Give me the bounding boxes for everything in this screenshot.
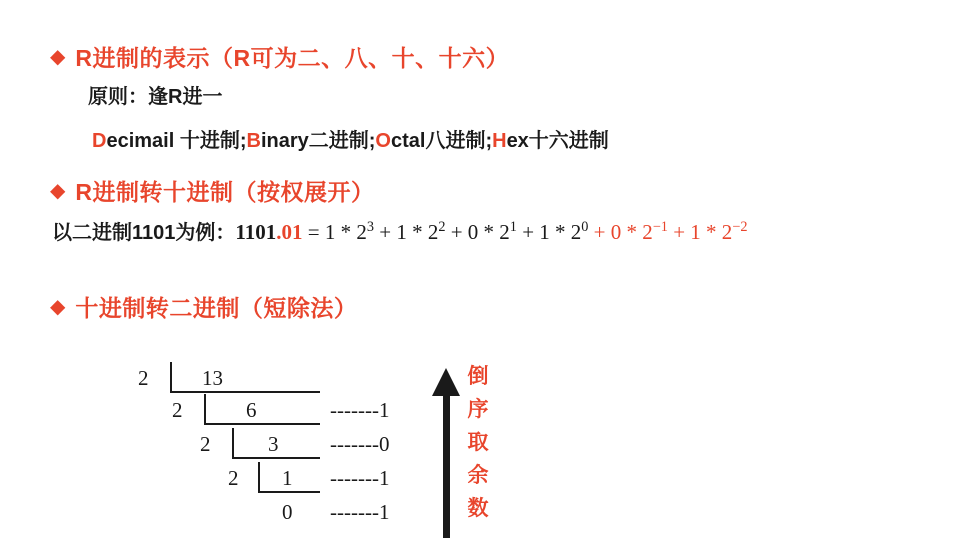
formula-term-5: $0 * 2^{-1}$: [610, 219, 668, 244]
formula-lhs-int: 1101: [235, 220, 277, 244]
bases-d: D: [92, 130, 107, 152]
formula-op-2: +: [450, 220, 463, 244]
expansion-formula-line: [52, 216, 747, 245]
bases-decimal: ecimail 十进制;: [106, 130, 247, 152]
division-divisor-4: 2: [228, 466, 239, 490]
diamond-bullet-icon: ◆: [50, 45, 66, 68]
bases-octal: ctal八进制;: [390, 130, 493, 152]
division-dividend-2: 6: [246, 398, 257, 422]
division-dividend-5: 0: [282, 500, 293, 524]
division-bracket-vline-4: [258, 462, 260, 492]
formula-equals: =: [307, 220, 320, 244]
formula-lhs-dot: .: [276, 220, 282, 244]
division-remainder-2: -------1: [330, 398, 390, 422]
formula-op-1: +: [379, 220, 392, 244]
formula-term-3: $0 * 2^1$: [467, 219, 517, 244]
bullet-heading-2: [50, 174, 375, 207]
heading-3-text: 十进制转二进制（短除法）: [75, 295, 358, 321]
bases-o: O: [375, 130, 391, 152]
formula-op-4: +: [593, 220, 606, 244]
division-bracket-hline-2: [204, 423, 320, 425]
formula-term-1: $1 * 2^3$: [324, 219, 374, 244]
formula-expression: [235, 220, 747, 244]
principle-line: 原则：逢R进一: [88, 86, 223, 108]
arrow-caption-char-2: 序: [467, 398, 489, 421]
arrow-caption-char-1: 倒: [467, 365, 489, 388]
bases-h: H: [492, 130, 507, 152]
division-bracket-hline-3: [232, 457, 320, 459]
bases-hex: ex十六进制: [506, 130, 609, 152]
division-bracket-hline-4: [258, 491, 320, 493]
heading-1-text: R进制的表示（R可为二、八、十、十六）: [75, 45, 510, 71]
bullet-heading-1: [50, 40, 509, 73]
formula-op-3: +: [522, 220, 535, 244]
formula-op-5: +: [673, 220, 686, 244]
division-dividend-3: 3: [268, 432, 279, 456]
arrow-shaft: [443, 394, 450, 538]
arrow-caption-char-3: 取: [467, 431, 489, 454]
arrow-head: [432, 368, 460, 396]
arrow-caption-char-5: 数: [467, 497, 489, 520]
upward-arrow-icon: [432, 368, 460, 538]
bullet-heading-3: [50, 290, 357, 323]
formula-term-6: $1 * 2^{-2}$: [690, 219, 748, 244]
division-bracket-vline-3: [232, 428, 234, 458]
bases-b: B: [246, 130, 261, 152]
division-bracket-vline-2: [204, 394, 206, 424]
formula-term-2: $1 * 2^2$: [396, 219, 446, 244]
division-remainder-5: -------1: [330, 500, 390, 524]
division-dividend-4: 1: [282, 466, 293, 490]
division-dividend-1: 13: [202, 366, 223, 390]
bases-line: [92, 124, 609, 153]
division-remainder-4: -------1: [330, 466, 390, 490]
diamond-bullet-icon: ◆: [50, 179, 66, 202]
diamond-bullet-icon: ◆: [50, 295, 66, 318]
bases-binary: inary二进制;: [260, 130, 376, 152]
arrow-caption-char-4: 余: [467, 464, 489, 487]
formula-lhs-frac: 01: [281, 220, 303, 244]
division-divisor-3: 2: [200, 432, 211, 456]
formula-term-4: $1 * 2^0$: [539, 219, 589, 244]
division-remainder-3: -------0: [330, 432, 390, 456]
division-divisor-2: 2: [172, 398, 183, 422]
formula-example-label: 以二进制1101为例：: [52, 222, 236, 244]
arrow-caption: [464, 360, 492, 525]
division-divisor-1: 2: [138, 366, 149, 390]
heading-2-text: R进制转十进制（按权展开）: [75, 179, 375, 205]
division-bracket-vline-1: [170, 362, 172, 392]
division-bracket-hline-1: [170, 391, 320, 393]
